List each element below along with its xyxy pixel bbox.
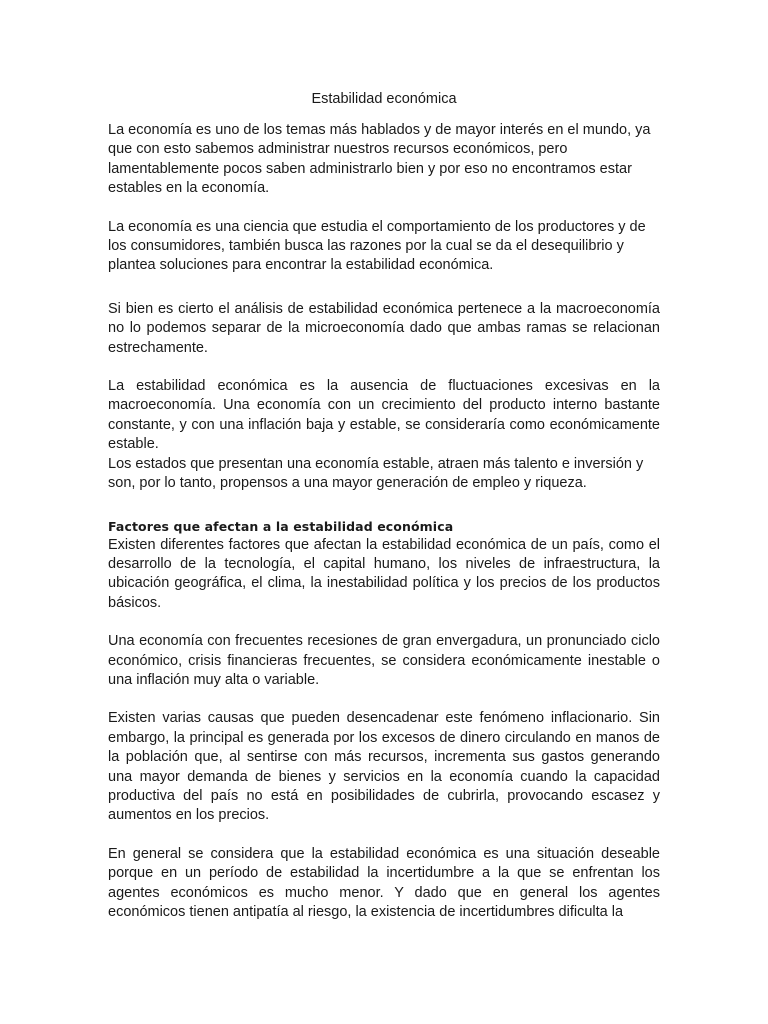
paragraph-definition: La economía es una ciencia que estudia el comportamiento de los productores y de los consumidores, también busca las razones por la cual se da el desequilibrio y plantea soluciones para encontrar la estabilidad económica.	[108, 218, 646, 274]
paragraph-spacer	[108, 826, 660, 845]
paragraph-spacer	[108, 358, 660, 377]
paragraph-macroeconomics: Si bien es cierto el análisis de estabilidad económica pertenece a la macroeconomía no lo podemos separar de la microeconomía dado que ambas ramas se relacionan estrechamente.	[108, 300, 660, 356]
section-heading: Factores que afectan a la estabilidad económica	[108, 518, 454, 534]
paragraph-spacer	[108, 276, 660, 300]
paragraph-factors: Existen diferentes factores que afectan la estabilidad económica de un país, como el desarrollo de la tecnología, el capital humano, los niveles de infraestructura, la ubicación geográfica, el clima, la inestabilidad política y los precios de los productos básicos.	[108, 536, 660, 611]
paragraph-spacer	[108, 494, 660, 518]
paragraph-stable-states: Los estados que presentan una economía estable, atraen más talento e inversión y son, por lo tanto, propensos a una mayor generación de empleo y riqueza.	[108, 455, 644, 492]
paragraph-spacer	[108, 199, 660, 218]
paragraph-intro: La economía es uno de los temas más hablados y de mayor interés en el mundo, ya que con esto sabemos administrar nuestros recursos económicos, pero lamentablemente pocos saben administrarlo bien y por eso no encontramos estar estables en la economía.	[108, 122, 651, 197]
document-title: Estabilidad económica	[311, 91, 457, 107]
paragraph-spacer	[108, 613, 660, 632]
document-page	[108, 90, 660, 922]
paragraph-spacer	[108, 690, 660, 709]
paragraph-unstable-economy: Una economía con frecuentes recesiones de gran envergadura, un pronunciado ciclo económico, crisis financieras frecuentes, se considera económicamente inestable o una inflación muy alta o variable.	[108, 633, 660, 688]
paragraph-stability-definition: La estabilidad económica es la ausencia de fluctuaciones excesivas en la macroeconomía. Una economía con un crecimiento del producto interno bastante constante, y con una inflación baja y estable, se consideraría como económicamente estable.	[108, 378, 660, 453]
paragraph-general-stability: En general se considera que la estabilidad económica es una situación deseable porque en un período de estabilidad la incertidumbre a la que se enfrentan los agentes económicos es mucho menor. Y dado que en general los agentes económicos tienen antipatía al riesgo, la existencia de incertidumbres dificulta la	[108, 845, 660, 920]
paragraph-inflation-causes: Existen varias causas que pueden desencadenar este fenómeno inflacionario. Sin embargo, la principal es generada por los excesos de dinero circulando en manos de la población que, al sentirse con más recursos, incrementa sus gastos generando una mayor demanda de bienes y servicios en la economía cuando la capacidad productiva del país no está en posibilidades de cubrirla, provocando escasez y aumentos en los precios.	[108, 710, 660, 824]
